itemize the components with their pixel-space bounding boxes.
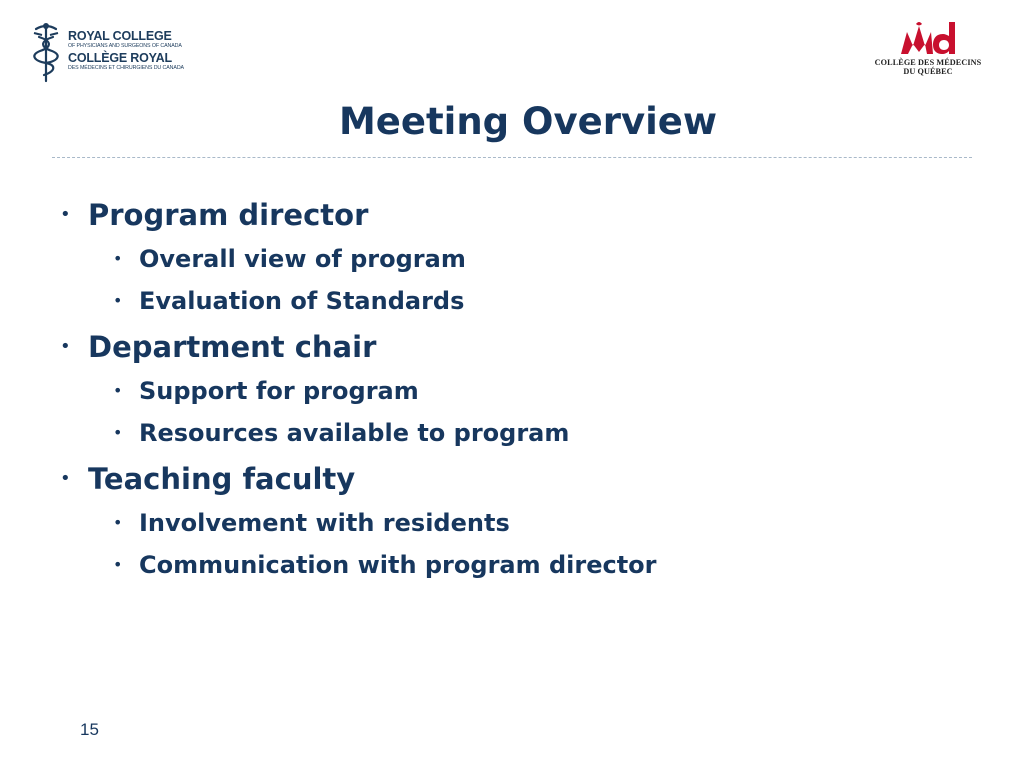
royal-college-line4: DES MÉDECINS ET CHIRURGIENS DU CANADA (68, 64, 184, 71)
sub-bullet-dot-icon: • (113, 291, 123, 310)
sub-bullet (60, 238, 960, 280)
bullet-program-director (60, 196, 960, 234)
bullet-label: Program director (88, 198, 369, 232)
slide-title: Meeting Overview (338, 100, 718, 143)
bullet-label: Department chair (88, 330, 377, 364)
cmq-logo (868, 20, 988, 82)
bullet-label: Teaching faculty (88, 462, 356, 496)
royal-college-logo (30, 20, 200, 84)
bullet-dot-icon: • (60, 204, 71, 225)
title-divider (52, 157, 972, 158)
cmq-md-mark-icon (899, 20, 957, 56)
sub-bullet-dot-icon: • (113, 555, 123, 574)
bullet-list (60, 196, 960, 586)
bullet-department-chair (60, 328, 960, 366)
caduceus-icon (30, 21, 62, 83)
sub-bullet-dot-icon: • (113, 249, 123, 268)
sub-bullet (60, 280, 960, 322)
royal-college-line2: OF PHYSICIANS AND SURGEONS OF CANADA (68, 42, 182, 49)
bullet-dot-icon: • (60, 468, 71, 489)
bullet-dot-icon: • (60, 336, 71, 357)
bullet-teaching-faculty (60, 460, 960, 498)
sub-bullet (60, 544, 960, 586)
sub-bullet-dot-icon: • (113, 381, 123, 400)
sub-bullet (60, 502, 960, 544)
sub-bullet-label: Resources available to program (139, 419, 570, 447)
royal-college-line1: ROYAL COLLEGE (68, 29, 172, 44)
page-number: 15 (80, 720, 99, 739)
sub-bullet-label: Evaluation of Standards (139, 287, 465, 315)
royal-college-line3: COLLÈGE ROYAL (68, 51, 172, 65)
sub-bullet-label: Involvement with residents (139, 509, 510, 537)
sub-bullet (60, 412, 960, 454)
sub-bullet (60, 370, 960, 412)
cmq-wordmark (875, 58, 982, 77)
royal-college-wordmark (68, 30, 184, 74)
sub-bullet-label: Overall view of program (139, 245, 466, 273)
cmq-line1: COLLÈGE DES MÉDECINS (874, 58, 982, 67)
sub-bullet-label: Communication with program director (139, 551, 657, 579)
sub-bullet-label: Support for program (139, 377, 419, 405)
sub-bullet-dot-icon: • (113, 423, 123, 442)
sub-bullet-dot-icon: • (113, 513, 123, 532)
cmq-line2: DU QUÉBEC (903, 67, 953, 77)
